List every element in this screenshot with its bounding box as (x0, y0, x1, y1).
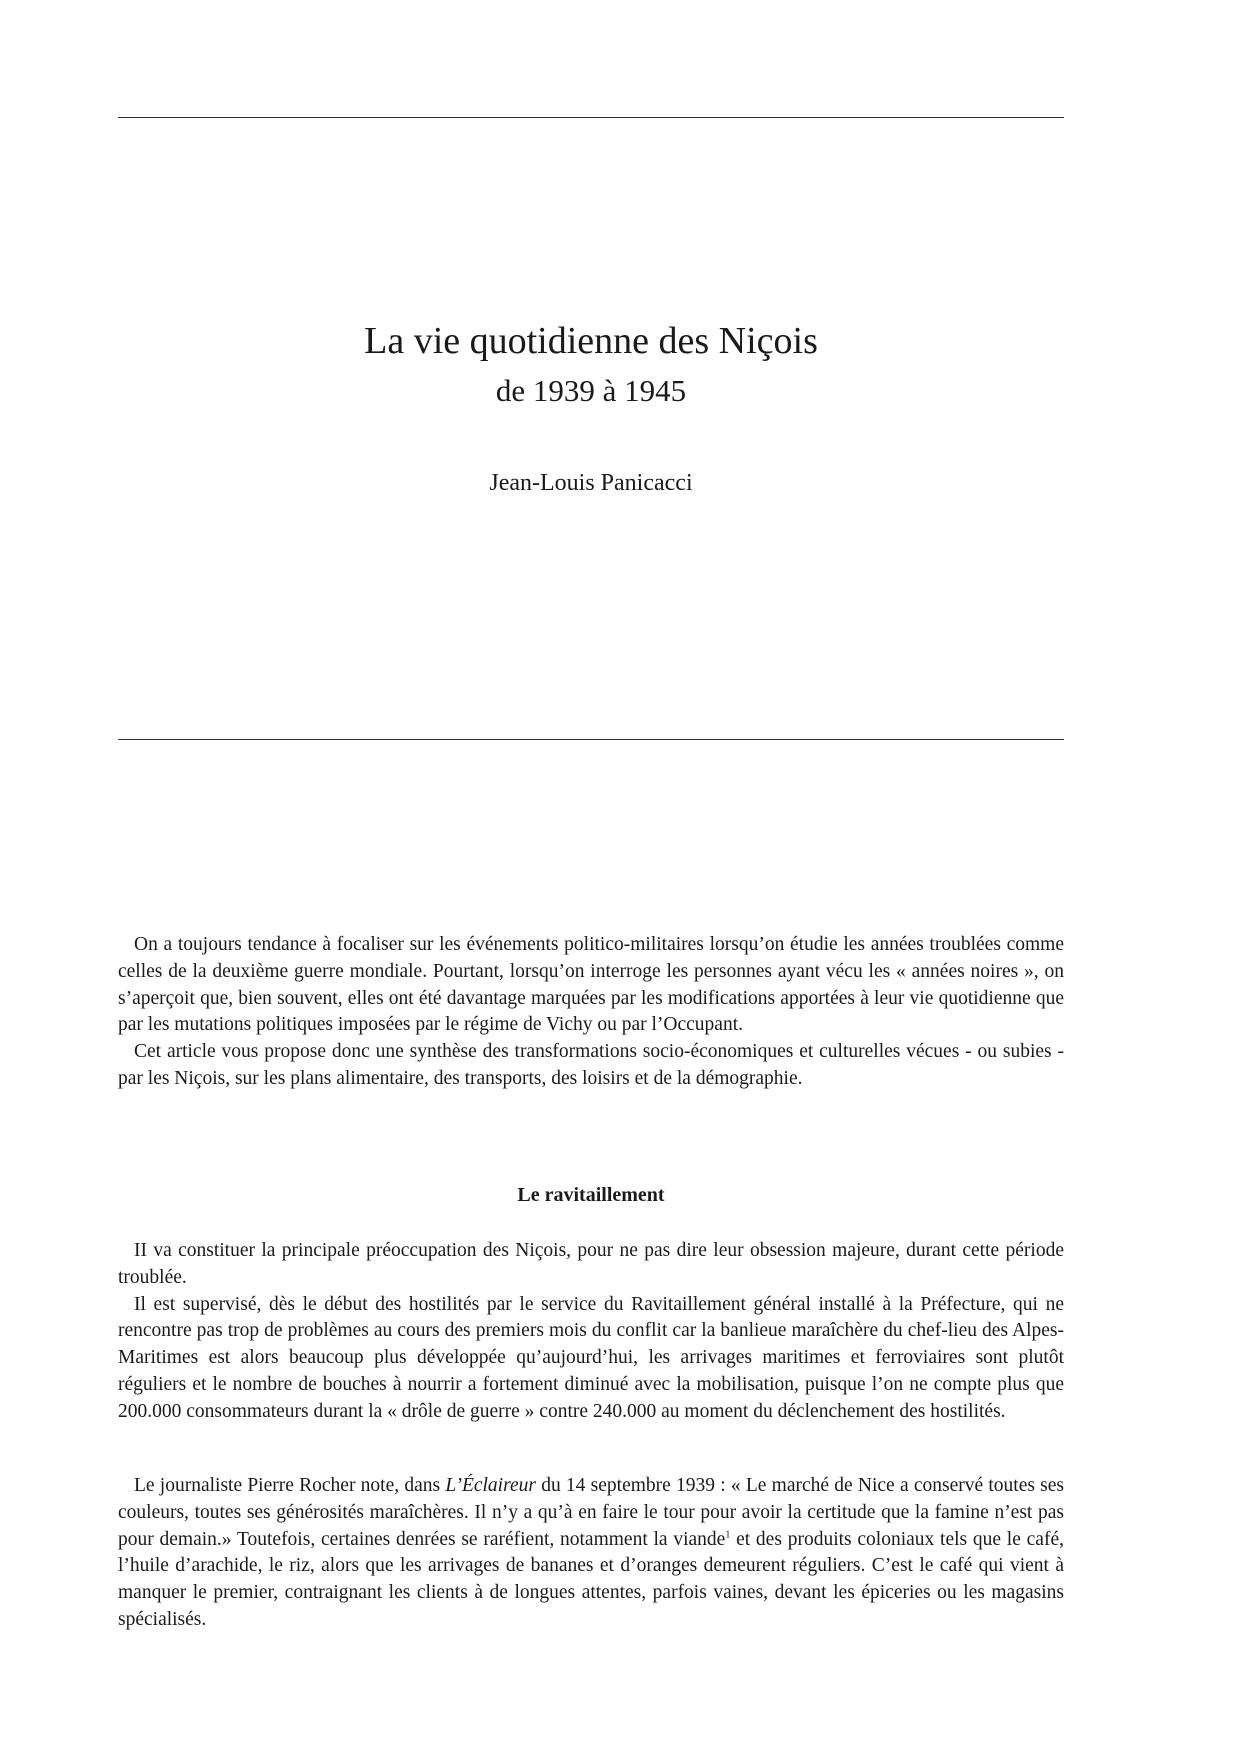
introduction (118, 932, 1064, 1093)
article-author: Jean-Louis Panicacci (489, 470, 693, 496)
section-paragraph-3 (118, 1473, 1064, 1634)
top-rule (118, 117, 1064, 118)
article-subtitle: de 1939 à 1945 (495, 373, 687, 408)
intro-paragraph-1: On a toujours tendance à focaliser sur les événements politico-militaires lorsqu’on étudie les années troublées comme celles de la deuxième guerre mondiale. Pourtant, lorsqu’on interroge les personnes ayant vécu les « années noires », on s’aperçoit que, bien souvent, elles ont été davantage marquées par les modifications apportées à leur vie quotidienne que par les mutations politiques imposées par le régime de Vichy ou par l’Occupant. (118, 934, 1064, 1036)
paragraph-text: Le journaliste Pierre Rocher note, dans (134, 1475, 446, 1496)
section-paragraph-1: II va constituer la principale préoccupation des Niçois, pour ne pas dire leur obsession majeure, durant cette période troublée. (118, 1240, 1064, 1288)
article-title: La vie quotidienne des Niçois (364, 320, 818, 362)
section-body-continued (118, 1473, 1064, 1634)
intro-paragraph-2: Cet article vous propose donc une synthèse des transformations socio-économiques et culturelles vécues - ou subies - par les Niçois, sur les plans alimentaire, des transports, des loisirs et de la démographie. (118, 1041, 1064, 1089)
paragraph-text: et des produits coloniaux tels que le café, l’huile d’arachide, le riz, alors que les arrivages de bananes et d’oranges demeurent réguliers. C’est le café qui vient à manquer le premier, contraignant les clients à de longues attentes, parfois vaines, devant les épiceries ou les magasins spécialisés. (118, 1528, 1064, 1630)
paragraph-text: du 14 septembre 1939 : « Le marché de Nice a conservé toutes ses couleurs, toutes ses générosités maraîchères. Il n’y a qu’à en faire le tour pour avoir la certitude que la famine n’est pas pour demain.» Toutefois, certaines denrées se raréfient, notamment la viande (118, 1475, 1064, 1550)
footnote-marker[interactable]: 1 (725, 1529, 731, 1541)
section-paragraph-2: Il est supervisé, dès le début des hostilités par le service du Ravitaillement général installé à la Préfecture, qui ne rencontre pas trop de problèmes au cours des premiers mois du conflit car la banlieue maraîchère du chef-lieu des Alpes-Maritimes est alors beaucoup plus développée qu’aujourd’hui, les arrivages maritimes et ferroviaires sont plutôt réguliers et le nombre de bouches à nourrir a fortement diminué avec la mobilisation, puisque l’on ne compte plus que 200.000 consommateurs durant la « drôle de guerre » contre 240.000 au moment du déclenchement des hostilités. (118, 1293, 1064, 1422)
middle-rule (118, 739, 1064, 740)
section-heading: Le ravitaillement (517, 1184, 665, 1206)
section-body (118, 1238, 1064, 1426)
newspaper-title: L’Éclaireur (445, 1475, 536, 1496)
